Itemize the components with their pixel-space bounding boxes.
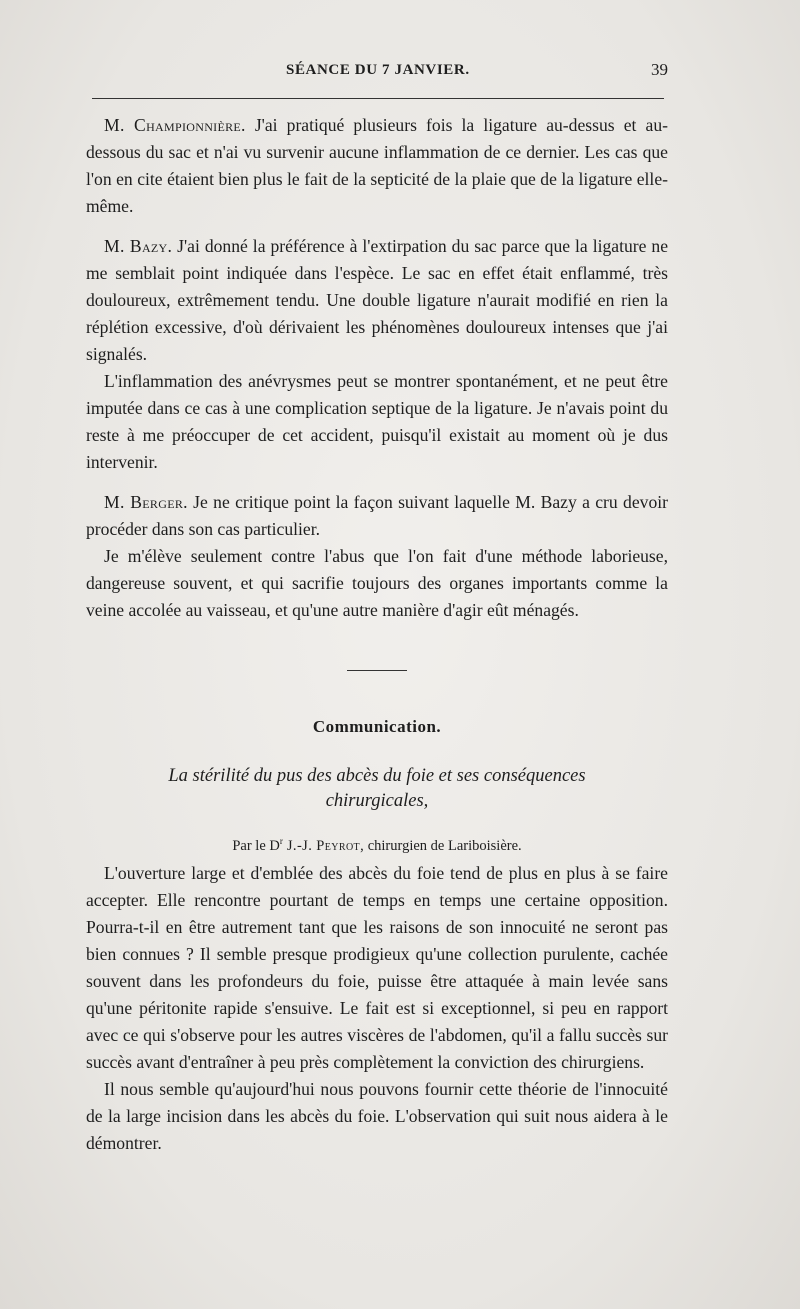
discussion-paragraph — [86, 489, 668, 543]
author-name: J.-J. Peyrot, — [282, 837, 365, 854]
paragraph-text: L'inflammation des anévrysmes peut se montrer spontanément, et ne peut être imputée dans ce cas à une complication septique de la ligature. Je n'avais point du reste à me préoccuper de cet accident, puisqu'il existait au moment où je dus intervenir. — [86, 371, 668, 472]
speaker-name: M. Berger. — [104, 492, 188, 512]
page-number: 39 — [651, 60, 668, 79]
speaker-name: M. Bazy. — [104, 236, 173, 256]
article-title — [86, 764, 668, 814]
author-byline — [86, 828, 668, 860]
byline-prefix: Par le D — [232, 837, 280, 854]
article-paragraph: Il nous semble qu'aujourd'hui nous pouvons fournir cette théorie de l'innocuité de la large incision dans les abcès du foie. L'observation qui suit nous aidera à le démontrer. — [86, 1078, 668, 1153]
header-rule — [92, 98, 664, 99]
section-heading: Communication. — [312, 717, 442, 736]
author-affiliation: chirurgien de Lariboisière. — [364, 837, 522, 854]
running-title: SÉANCE DU 7 JANVIER. — [286, 62, 470, 78]
paragraph-text: J'ai donné la préférence à l'extirpation du sac parce que la ligature ne me semblait point indiquée dans l'espèce. Le sac en effet était enflammé, très douloureux, extrêmement tendu. Une double ligature n'aurait modifié en rien la réplétion excessive, d'où dérivaient les phénomènes douloureux intenses que j'ai signalés. — [86, 236, 668, 364]
section-separator — [347, 670, 407, 671]
article-title-line: La stérilité du pus des abcès du foie et ses conséquences — [168, 766, 586, 786]
article-paragraph: L'ouverture large et d'emblée des abcès du foie tend de plus en plus à se faire accepter. Elle rencontre pourtant de temps en temps une certaine opposition. Pourra-t-il en être autrement tant que les raisons de son innocuité ne seront pas bien connues ? Il semble presque prodigieux qu'une collection purulente, cachée souvent dans les profondeurs du foie, puisse être attaquée à main levée sans qu'une péritonite rapide s'ensuive. Le fait est si exceptionnel, si peu en rapport avec ce qui s'observe pour les autres viscères de l'abdomen, qu'il a fallu succès sur succès avant d'entraîner à peu près complètement la conviction des chirurgiens. — [86, 862, 668, 1072]
paragraph-text: Je ne critique point la façon suivant laquelle M. Bazy a cru devoir procéder dans son cas particulier. — [86, 492, 668, 539]
paragraph-text: Je m'élève seulement contre l'abus que l'on fait d'une méthode laborieuse, dangereuse souvent, et qui sacrifie toujours des organes importants comme la veine accolée au vaisseau, et qu'une autre manière d'agir eût ménagés. — [86, 546, 668, 620]
page-body — [86, 112, 668, 1157]
speaker-name: M. Championnière. — [104, 115, 246, 135]
paragraph-text: J'ai pratiqué plusieurs fois la ligature au-dessus et au-dessous du sac et n'ai vu survenir aucune inflammation de ce dernier. Les cas que l'on en cite étaient bien plus le fait de la septicité de la plaie que de la ligature elle-même. — [86, 115, 668, 216]
discussion-paragraph — [86, 368, 668, 476]
byline-sup: r — [279, 836, 283, 846]
article-title-line: chirurgicales, — [325, 791, 429, 811]
discussion-paragraph — [86, 543, 668, 624]
discussion-paragraph — [86, 112, 668, 220]
discussion-paragraph — [86, 233, 668, 368]
running-header — [86, 62, 668, 84]
